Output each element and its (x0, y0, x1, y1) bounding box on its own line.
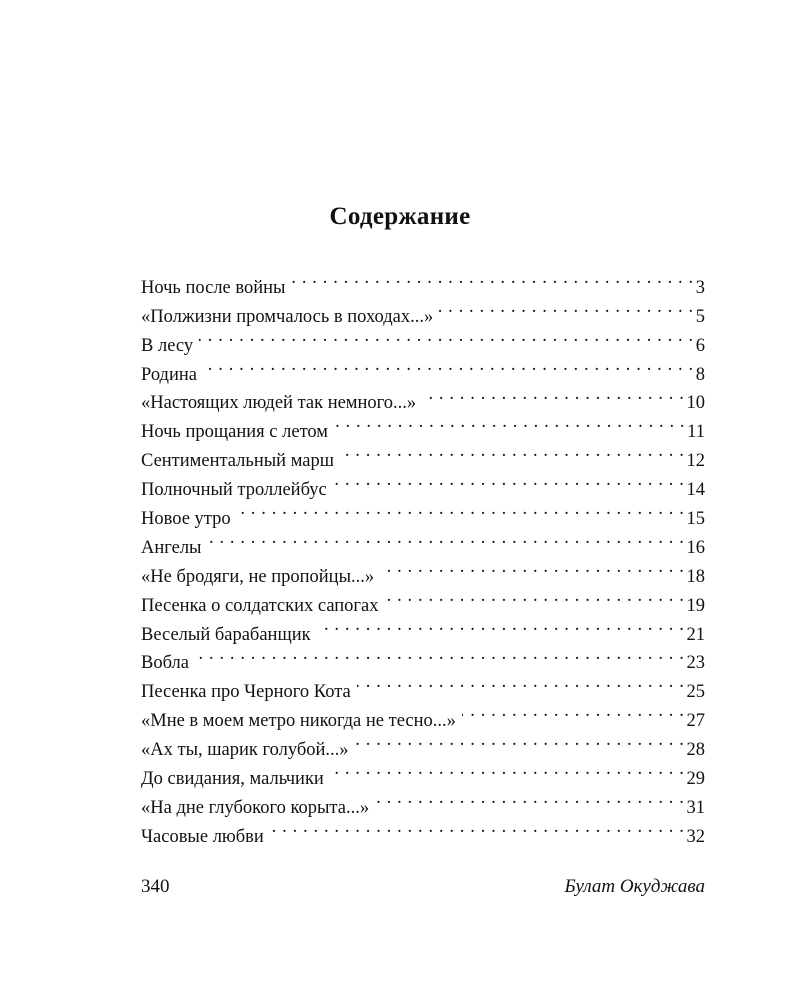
toc-entry-page: 15 (686, 509, 705, 530)
toc-entry-title: До свидания, мальчики (141, 769, 324, 790)
toc-leader-dots (422, 380, 684, 409)
toc-leader-dots (334, 408, 685, 437)
toc-entry-page: 16 (686, 537, 705, 558)
toc-leader-dots (291, 264, 693, 293)
toc-entry-page: 28 (686, 740, 705, 761)
toc-entry-title: Новое утро (141, 509, 231, 530)
toc-entry-title: Ночь прощания с летом (141, 422, 329, 443)
toc-leader-dots (207, 524, 684, 553)
toc-entry-title: Полночный троллейбус (141, 480, 327, 501)
toc-entry (141, 668, 705, 703)
toc-leader-dots (462, 697, 685, 726)
toc-leader-dots (380, 553, 684, 582)
toc-entry-page: 5 (695, 306, 705, 327)
toc-entry-title: Часовые любви (141, 826, 264, 847)
toc-entry-page: 11 (687, 422, 705, 443)
toc-entry-page: 19 (686, 595, 705, 616)
toc-entry-title: «На дне глубокого корыта...» (141, 797, 370, 818)
toc-leader-dots (270, 813, 685, 842)
toc-entry-page: 12 (686, 451, 705, 472)
toc-leader-dots (237, 495, 685, 524)
toc-entry (141, 380, 705, 414)
toc-leader-dots (439, 293, 694, 322)
toc-entry-page: 18 (686, 566, 705, 587)
toc-leader-dots (355, 726, 685, 755)
toc-entry-title: «Полжизни промчалось в походах...» (141, 306, 434, 327)
page-number: 340 (141, 876, 170, 897)
toc-leader-dots (199, 322, 694, 351)
toc-entry-page: 6 (695, 335, 705, 356)
toc-entry-title: Сентиментальный марш (141, 451, 334, 472)
toc-entry-page: 10 (686, 393, 705, 414)
toc-entry-page: 25 (686, 682, 705, 703)
toc-entry-title: В лесу (141, 335, 194, 356)
toc-leader-dots (317, 611, 685, 640)
toc-leader-dots (375, 784, 684, 813)
toc-entry-page: 27 (686, 711, 705, 732)
toc-entry-page: 29 (686, 769, 705, 790)
toc-entry (141, 322, 705, 356)
toc-entry-page: 3 (695, 277, 705, 298)
toc-entry-page: 31 (686, 797, 705, 818)
toc-entry-title: Вобла (141, 653, 189, 674)
toc-entry-page: 14 (686, 480, 705, 501)
toc-leader-dots (357, 668, 685, 697)
running-footer-author: Булат Окуджава (564, 876, 705, 897)
page-title: Содержание (329, 203, 471, 230)
toc-entry-page: 21 (686, 624, 705, 645)
toc-entry-page: 23 (686, 653, 705, 674)
toc-entry-title: Ночь после войны (141, 277, 286, 298)
toc-leader-dots (340, 437, 685, 466)
toc-entry-title: Ангелы (141, 537, 202, 558)
toc-entry-title: «Настоящих людей так немного...» (141, 393, 417, 414)
toc-leader-dots (384, 582, 684, 611)
toc-leader-dots (333, 466, 685, 495)
toc-leader-dots (203, 351, 694, 380)
toc-entry-page: 32 (686, 826, 705, 847)
toc-leader-dots (195, 640, 685, 669)
toc-leader-dots (330, 755, 685, 784)
toc-entry-title: Песенка о солдатских сапогах (141, 595, 379, 616)
toc-entry-title: Песенка про Черного Кота (141, 682, 351, 703)
table-of-contents (141, 264, 705, 847)
toc-entry-page: 8 (695, 364, 705, 385)
toc-entry (141, 640, 705, 674)
toc-entry (141, 553, 705, 587)
toc-entry (141, 264, 705, 298)
toc-entry-title: Веселый барабанщик (141, 624, 311, 645)
toc-entry-title: Родина (141, 364, 197, 385)
toc-entry-title: «Ах ты, шарик голубой...» (141, 740, 349, 761)
toc-entry-title: «Не бродяги, не пропойцы...» (141, 566, 375, 587)
toc-entry-title: «Мне в моем метро никогда не тесно...» (141, 711, 456, 732)
toc-entry (141, 524, 705, 558)
toc-entry (141, 351, 705, 385)
